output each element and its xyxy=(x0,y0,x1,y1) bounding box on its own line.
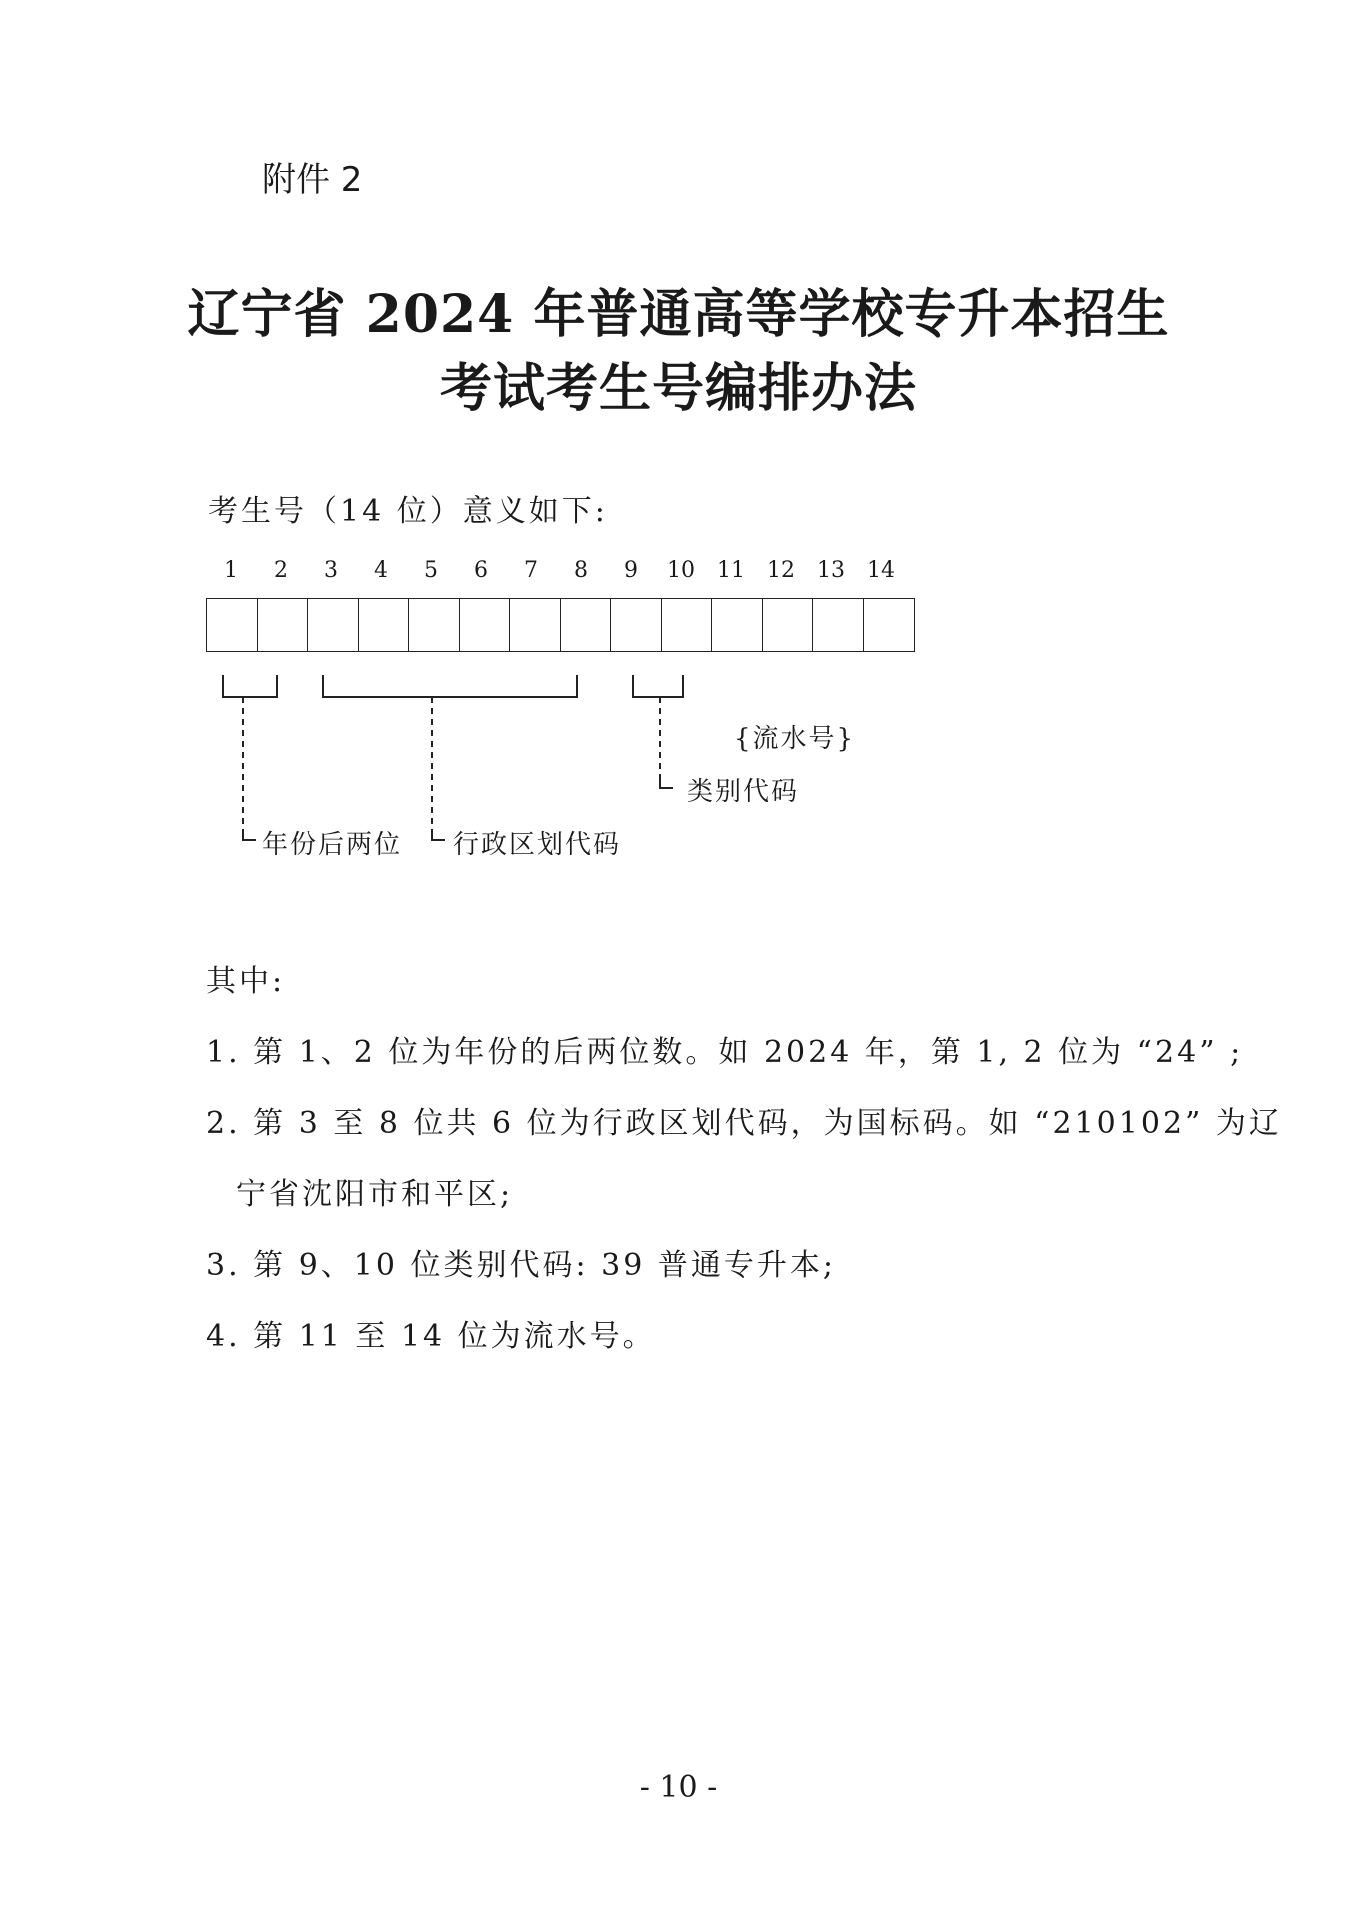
explanation-item-1: 1. 第 1、2 位为年份的后两位数。如 2024 年，第 1, 2 位为 “24” ; xyxy=(206,1035,1244,1070)
digit-position-label: 1 xyxy=(224,558,238,583)
explanation-heading: 其中: xyxy=(206,964,286,999)
year-leader-hook xyxy=(243,832,256,840)
explanation-item-4: 4. 第 11 至 14 位为流水号。 xyxy=(206,1319,656,1354)
document-title-line-2: 考试考生号编排办法 xyxy=(439,358,917,419)
document-title-line-1: 辽宁省 2024 年普通高等学校专升本招生 xyxy=(187,284,1170,345)
year-bracket xyxy=(223,675,277,697)
digit-box xyxy=(813,599,864,651)
digit-position-label: 3 xyxy=(324,558,338,583)
digit-box xyxy=(409,599,460,651)
page-number: - 10 - xyxy=(639,1770,718,1805)
digit-box xyxy=(359,599,410,651)
digit-position-label: 11 xyxy=(717,558,745,583)
explanation-item-2: 2. 第 3 至 8 位共 6 位为行政区划代码，为国标码。如 “210102” 为辽 xyxy=(206,1106,1282,1141)
attachment-label: 附件 2 xyxy=(262,160,363,200)
digit-position-label: 5 xyxy=(424,558,438,583)
digit-box xyxy=(611,599,662,651)
region-bracket xyxy=(323,675,577,697)
category-code-label: 类别代码 xyxy=(687,777,800,807)
digit-box xyxy=(763,599,814,651)
digit-box-row xyxy=(206,598,915,652)
category-bracket xyxy=(633,675,683,697)
digit-box xyxy=(460,599,511,651)
digit-position-label: 2 xyxy=(274,558,288,583)
segment-brackets-diagram xyxy=(0,0,1357,900)
digit-position-label: 8 xyxy=(574,558,588,583)
digit-position-label: 9 xyxy=(624,558,638,583)
digit-position-label: 13 xyxy=(817,558,845,583)
digit-box xyxy=(510,599,561,651)
digit-position-label: 6 xyxy=(474,558,488,583)
digit-position-label: 14 xyxy=(867,558,895,583)
digit-position-label: 12 xyxy=(767,558,795,583)
digit-position-label: 4 xyxy=(374,558,388,583)
digit-box xyxy=(864,599,915,651)
region-code-label: 行政区划代码 xyxy=(453,830,622,860)
digit-box xyxy=(712,599,763,651)
category-leader-hook xyxy=(660,780,673,788)
digit-position-label: 7 xyxy=(524,558,538,583)
digit-box xyxy=(207,599,258,651)
year-digits-label: 年份后两位 xyxy=(262,830,403,860)
digit-box xyxy=(662,599,713,651)
explanation-item-2-continued: 宁省沈阳市和平区; xyxy=(236,1177,514,1212)
region-leader-hook xyxy=(432,832,445,840)
digit-box xyxy=(258,599,309,651)
digit-position-label: 10 xyxy=(667,558,695,583)
digit-box xyxy=(308,599,359,651)
digit-box xyxy=(561,599,612,651)
serial-number-label: {流水号} xyxy=(734,724,856,754)
explanation-item-3: 3. 第 9、10 位类别代码: 39 普通专升本; xyxy=(206,1248,836,1283)
candidate-number-intro: 考生号（14 位）意义如下: xyxy=(208,494,608,529)
